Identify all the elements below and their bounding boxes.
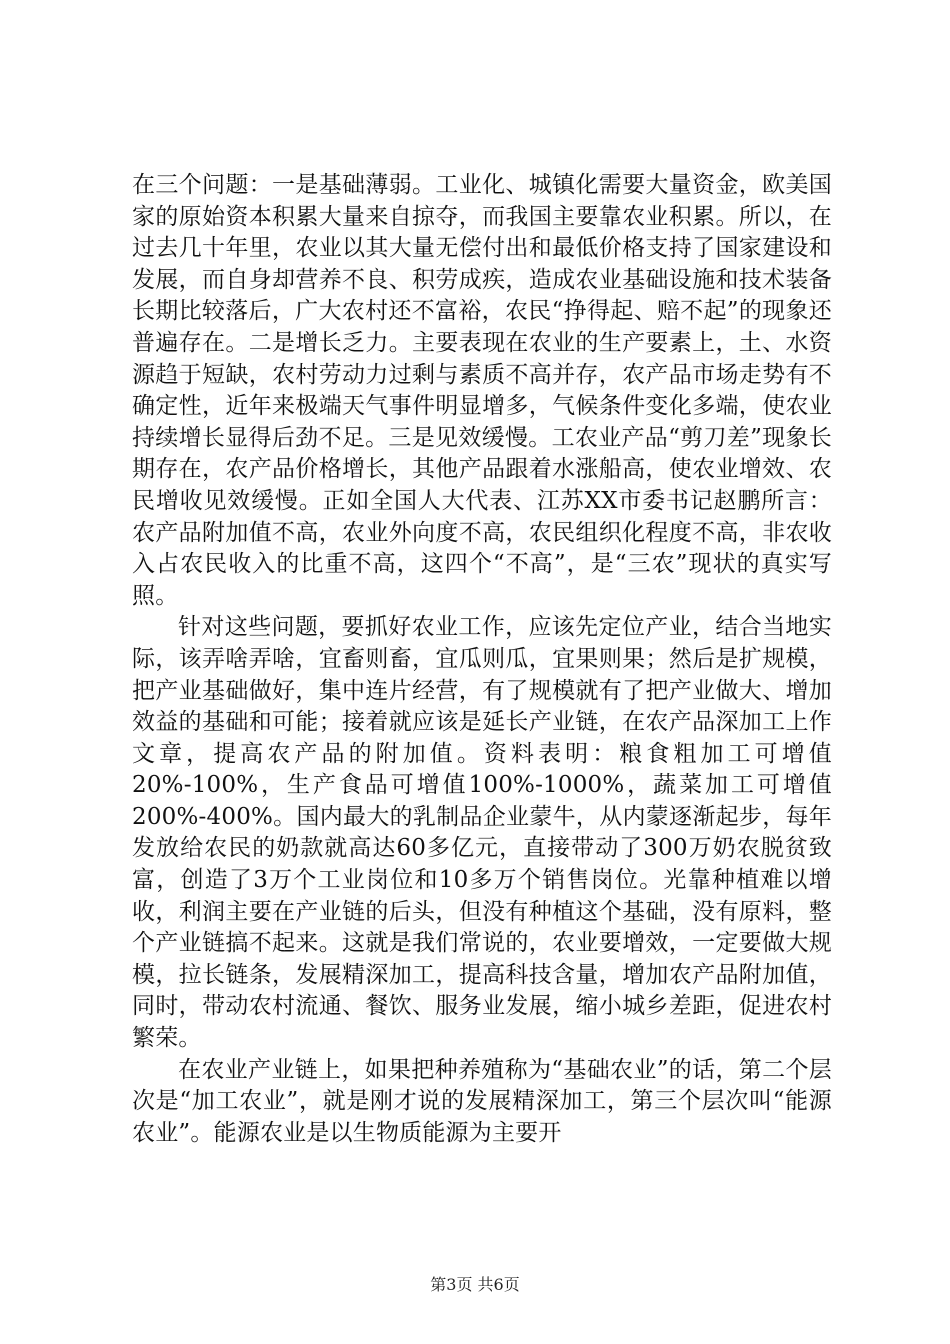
- paragraph-3: 在农业产业链上，如果把种养殖称为“基础农业”的话，第二个层次是“加工农业”，就是刚才说的发展精深加工，第三个层次叫“能源农业”。能源农业是以生物质能源为主要开: [132, 1056, 832, 1146]
- document-body: [132, 170, 832, 1149]
- paragraph-2: 针对这些问题，要抓好农业工作，应该先定位产业，结合当地实际，该弄啥弄啥，宜畜则畜，宜瓜则瓜，宜果则果；然后是扩规模，把产业基础做好，集中连片经营，有了规模就有了把产业做大、增加效益的基础和可能；接着就应该是延长产业链，在农产品深加工上作文章，提高农产品的附加值。资料表明：粮食粗加工可增值20%-100%，生产食品可增值100%-1000%，蔬菜加工可增值200%-400%。国内最大的乳制品企业蒙牛，从内蒙逐渐起步，每年发放给农民的奶款就高达60多亿元，直接带动了300万奶农脱贫致富，创造了3万个工业岗位和10多万个销售岗位。光靠种植难以增收，利润主要在产业链的后头，但没有种植这个基础，没有原料，整个产业链搞不起来。这就是我们常说的，农业要增效，一定要做大规模，拉长链条，发展精深加工，提高科技含量，增加农产品附加值，同时，带动农村流通、餐饮、服务业发展，缩小城乡差距，促进农村繁荣。: [132, 614, 832, 1052]
- paragraph-1: 在三个问题：一是基础薄弱。工业化、城镇化需要大量资金，欧美国家的原始资本积累大量来自掠夺，而我国主要靠农业积累。所以，在过去几十年里，农业以其大量无偿付出和最低价格支持了国家建设和发展，而自身却营养不良、积劳成疾，造成农业基础设施和技术装备长期比较落后，广大农村还不富裕，农民“挣得起、赔不起”的现象还普遍存在。二是增长乏力。主要表现在农业的生产要素上，土、水资源趋于短缺，农村劳动力过剩与素质不高并存，农产品市场走势有不确定性，近年来极端天气事件明显增多，气候条件变化多端，使农业持续增长显得后劲不足。三是见效缓慢。工农业产品“剪刀差”现象长期存在，农产品价格增长，其他产品跟着水涨船高，使农业增效、农民增收见效缓慢。正如全国人大代表、江苏XX市委书记赵鹏所言：农产品附加值不高，农业外向度不高，农民组织化程度不高，非农收入占农民收入的比重不高，这四个“不高”，是“三农”现状的真实写照。: [132, 172, 832, 609]
- page-footer: 第3页 共6页: [430, 1275, 520, 1294]
